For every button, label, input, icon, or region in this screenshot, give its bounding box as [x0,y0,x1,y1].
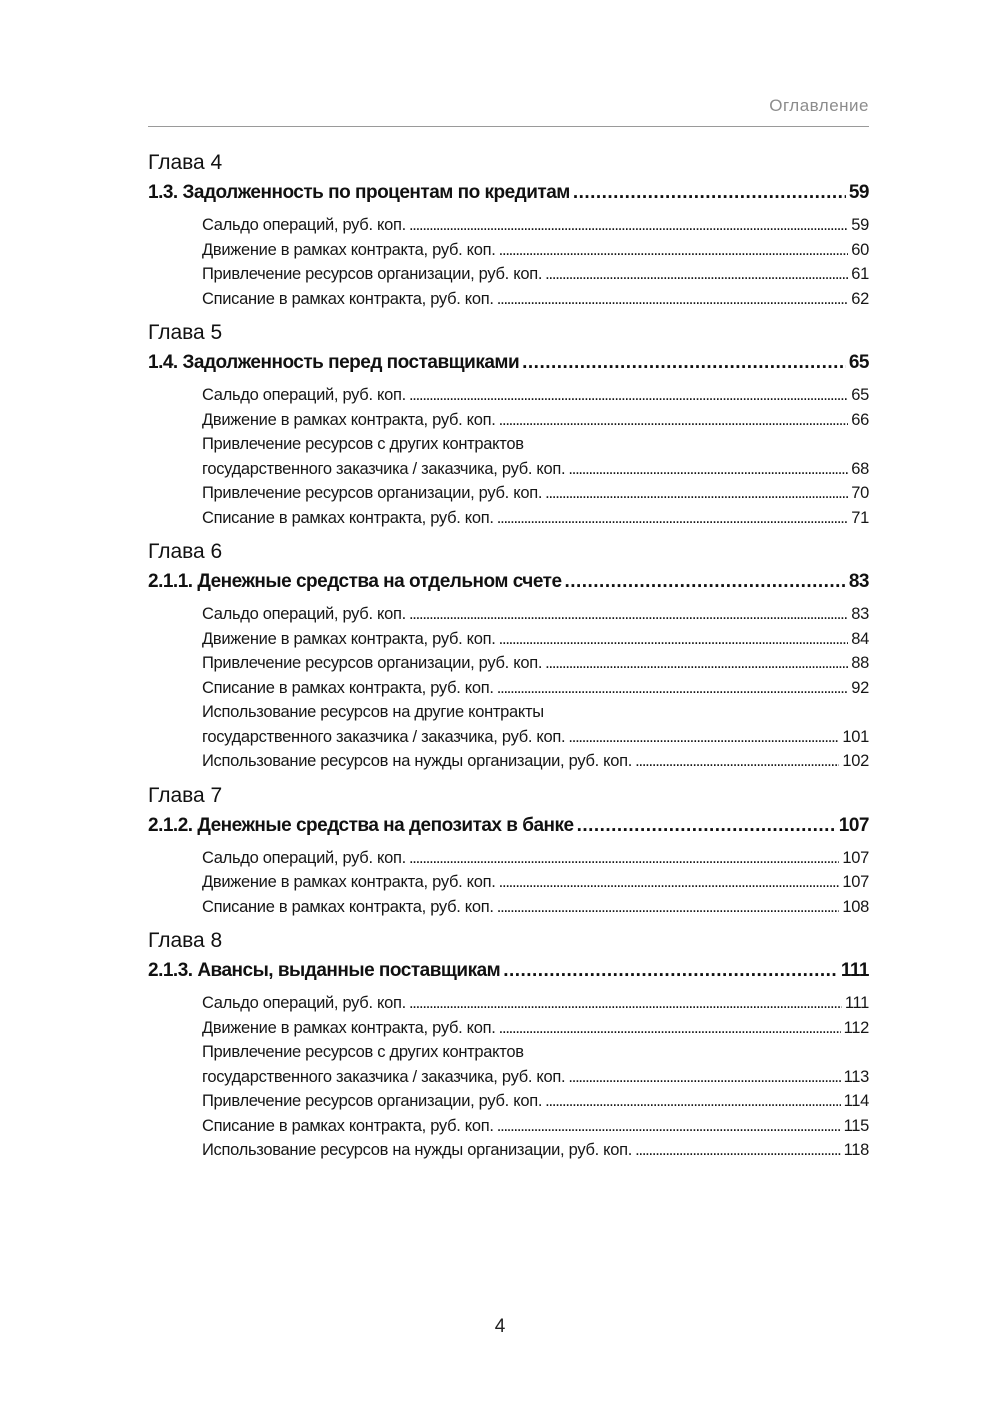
entry-row [202,408,869,433]
toc-entry-list [148,991,869,1163]
dot-leader [499,408,849,433]
toc-section-link[interactable] [148,567,869,597]
entry-row [202,213,869,238]
entry-page-number: 84 [851,629,869,648]
entry-page-number: 62 [851,289,869,308]
dot-leader [545,481,848,506]
entry-row [202,457,869,482]
toc-entry[interactable] [202,1016,869,1041]
chapter-label: Глава 5 [148,321,223,344]
chapter-block [148,318,869,530]
entry-row [202,287,869,312]
dot-leader [499,1016,841,1041]
entry-row [202,1138,869,1163]
dot-leader [565,567,846,597]
entry-row [202,895,869,920]
entry-page-number: 92 [851,678,869,697]
entry-title: Использование ресурсов на нужды организации, руб. коп. [202,1141,633,1159]
dot-leader [499,238,849,263]
entry-page-number: 83 [851,605,869,623]
entry-row [202,651,869,676]
entry-title: Привлечение ресурсов организации, руб. коп. [202,484,543,502]
toc-entry-list [148,213,869,311]
toc-entry[interactable] [202,262,869,287]
entry-title: государственного заказчика / заказчика, руб. коп. [202,459,566,478]
toc-entry[interactable] [202,602,869,627]
toc-entry[interactable] [202,676,869,701]
dot-leader [409,991,842,1016]
entry-page-number: 114 [843,1092,869,1110]
entry-page-number: 68 [851,459,869,478]
chapter-block [148,148,869,311]
toc-entry[interactable] [202,1114,869,1139]
entry-row [202,749,869,774]
dot-leader [409,383,848,408]
dot-leader [635,749,839,774]
entry-title: государственного заказчика / заказчика, руб. коп. [202,727,566,746]
entry-row [202,991,869,1016]
dot-leader [545,651,848,676]
entry-row [202,1016,869,1041]
entry-page-number: 115 [843,1116,869,1135]
toc-entry[interactable] [202,749,869,774]
entry-page-number: 108 [842,897,869,916]
entry-title: Движение в рамках контракта, руб. коп. [202,629,496,648]
entry-row [202,383,869,408]
toc-entry[interactable] [202,700,869,749]
toc-entry[interactable] [202,895,869,920]
toc-entry[interactable] [202,1040,869,1089]
dot-leader [497,287,849,312]
toc-entry-list [148,602,869,774]
dot-leader [568,457,848,482]
entry-title: Движение в рамках контракта, руб. коп. [202,240,496,259]
dot-leader [497,676,849,701]
entry-row [202,627,869,652]
entry-title: Списание в рамках контракта, руб. коп. [202,678,494,697]
section-page-number: 111 [840,960,869,981]
entry-row [202,725,869,750]
entry-page-number: 101 [842,727,869,746]
entry-title: Списание в рамках контракта, руб. коп. [202,508,494,527]
dot-leader [497,1114,841,1139]
section-page-number: 83 [848,571,869,592]
toc-entry[interactable] [202,287,869,312]
entry-page-number: 71 [851,508,869,527]
toc-entry[interactable] [202,481,869,506]
entry-row [202,602,869,627]
entry-page-number: 70 [851,484,869,502]
entry-row [202,481,869,506]
chapter-block [148,926,869,1163]
toc-section-link[interactable] [148,956,869,986]
toc-section-link[interactable] [148,178,869,208]
dot-leader [409,213,848,238]
section-page-number: 107 [838,814,869,836]
dot-leader [573,178,846,208]
section-title: 2.1.2. Денежные средства на депозитах в банке [148,814,574,836]
entry-page-number: 66 [851,410,869,429]
toc-entry-list [148,846,869,920]
toc-entry[interactable] [202,238,869,263]
chapter-block [148,781,869,920]
section-title: 1.3. Задолженность по процентам по кредитам [148,182,570,203]
toc-entry[interactable] [202,506,869,531]
entry-page-number: 61 [851,265,869,283]
entry-page-number: 59 [851,216,869,234]
entry-title: Движение в рамках контракта, руб. коп. [202,1018,496,1037]
entry-title-line1: Привлечение ресурсов с других контрактов [202,1043,524,1061]
toc-entry[interactable] [202,846,869,871]
entry-row [202,1089,869,1114]
entry-row [202,676,869,701]
entry-page-number: 88 [851,654,869,672]
toc-entry[interactable] [202,1089,869,1114]
entry-title: Привлечение ресурсов организации, руб. коп. [202,265,543,283]
chapter-label: Глава 6 [148,540,223,563]
entry-title: Списание в рамках контракта, руб. коп. [202,1116,494,1135]
dot-leader [522,348,846,378]
entry-title: Списание в рамках контракта, руб. коп. [202,897,494,916]
dot-leader [545,262,848,287]
section-page-number: 59 [848,182,869,203]
table-of-contents [148,148,869,1163]
toc-entry[interactable] [202,627,869,652]
entry-title: Сальдо операций, руб. коп. [202,386,406,404]
toc-section-link[interactable] [148,811,869,841]
toc-entry[interactable] [202,383,869,408]
chapter-label: Глава 7 [148,783,223,807]
dot-leader [577,811,836,841]
section-page-number: 65 [848,352,869,373]
page-number: 4 [494,1316,506,1337]
entry-page-number: 60 [851,240,869,259]
entry-page-number: 107 [842,848,869,867]
dot-leader [499,627,849,652]
entry-title-line1: Привлечение ресурсов с других контрактов [202,435,524,453]
entry-page-number: 112 [843,1018,869,1037]
entry-title: Списание в рамках контракта, руб. коп. [202,289,494,308]
dot-leader [499,870,840,895]
toc-entry[interactable] [202,1138,869,1163]
dot-leader [635,1138,841,1163]
entry-title: государственного заказчика / заказчика, руб. коп. [202,1067,566,1086]
dot-leader [497,895,840,920]
toc-section-link[interactable] [148,348,869,378]
dot-leader [545,1089,840,1114]
entry-page-number: 102 [842,752,869,770]
toc-entry[interactable] [202,870,869,895]
toc-entry[interactable] [202,651,869,676]
entry-page-number: 65 [851,386,869,404]
section-title: 1.4. Задолженность перед поставщиками [148,352,520,373]
dot-leader [409,602,848,627]
dot-leader [568,1065,840,1090]
entry-row [202,238,869,263]
entry-title: Использование ресурсов на нужды организации, руб. коп. [202,752,633,770]
entry-title: Сальдо операций, руб. коп. [202,605,406,623]
running-header: Оглавление [769,96,869,115]
chapter-label: Глава 4 [148,151,223,174]
entry-row [202,870,869,895]
entry-title: Привлечение ресурсов организации, руб. коп. [202,654,543,672]
entry-row [202,506,869,531]
entry-row [202,846,869,871]
dot-leader [503,956,838,986]
dot-leader [409,846,839,871]
entry-page-number: 118 [843,1141,869,1159]
toc-entry[interactable] [202,213,869,238]
section-title: 2.1.3. Авансы, выданные поставщикам [148,960,501,981]
section-title: 2.1.1. Денежные средства на отдельном счете [148,571,562,592]
entry-page-number: 111 [844,994,869,1012]
chapter-label: Глава 8 [148,929,223,952]
entry-title: Сальдо операций, руб. коп. [202,994,406,1012]
toc-entry[interactable] [202,408,869,433]
entry-page-number: 113 [843,1067,869,1086]
entry-title: Сальдо операций, руб. коп. [202,216,406,234]
entry-title: Движение в рамках контракта, руб. коп. [202,410,496,429]
entry-title-line1: Использование ресурсов на другие контракты [202,703,544,721]
entry-page-number: 107 [842,873,869,891]
dot-leader [568,725,839,750]
chapter-block [148,537,869,774]
toc-entry-list [148,383,869,530]
dot-leader [497,506,849,531]
entry-title: Движение в рамках контракта, руб. коп. [202,873,496,891]
entry-row [202,1114,869,1139]
entry-row [202,1065,869,1090]
entry-row [202,262,869,287]
entry-title: Привлечение ресурсов организации, руб. коп. [202,1092,543,1110]
toc-entry[interactable] [202,991,869,1016]
toc-entry[interactable] [202,432,869,481]
entry-title: Сальдо операций, руб. коп. [202,848,406,867]
header-divider [148,126,869,127]
